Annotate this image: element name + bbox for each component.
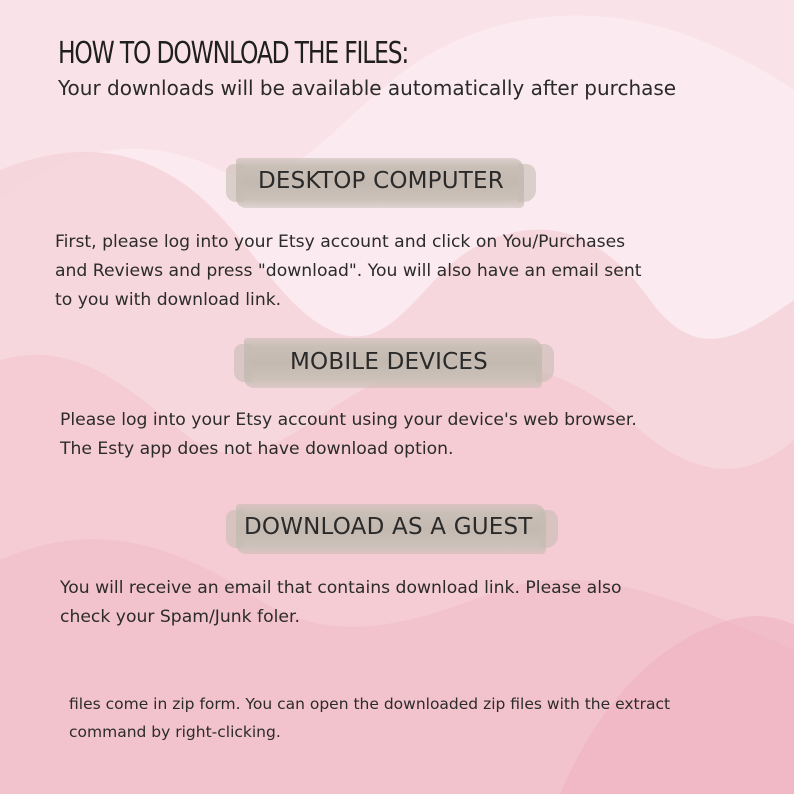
text-line: check your Spam/Junk foler. (60, 607, 300, 627)
text-line: and Reviews and press "download". You will also have an email sent (55, 261, 642, 281)
zip-note (69, 690, 670, 746)
text-line: The Esty app does not have download option. (60, 439, 454, 459)
section-heading-desktop: DESKTOP COMPUTER (258, 168, 504, 194)
section-heading-guest: DOWNLOAD AS A GUEST (244, 514, 533, 540)
section-text-desktop (55, 228, 641, 315)
text-line: files come in zip form. You can open the downloaded zip files with the extract (69, 695, 671, 713)
text-line: First, please log into your Etsy account and click on You/Purchases (55, 232, 626, 252)
section-heading-mobile: MOBILE DEVICES (290, 349, 488, 375)
section-text-guest (60, 574, 621, 632)
text-line: You will receive an email that contains download link. Please also (60, 578, 622, 598)
text-line: command by right-clicking. (69, 723, 281, 741)
text-line: Please log into your Etsy account using your device's web browser. (60, 410, 637, 430)
page-title: HOW TO DOWNLOAD THE FILES: (58, 36, 409, 71)
text-line: to you with download link. (55, 290, 282, 310)
page-subtitle: Your downloads will be available automatically after purchase (58, 76, 677, 100)
section-text-mobile (60, 406, 637, 464)
